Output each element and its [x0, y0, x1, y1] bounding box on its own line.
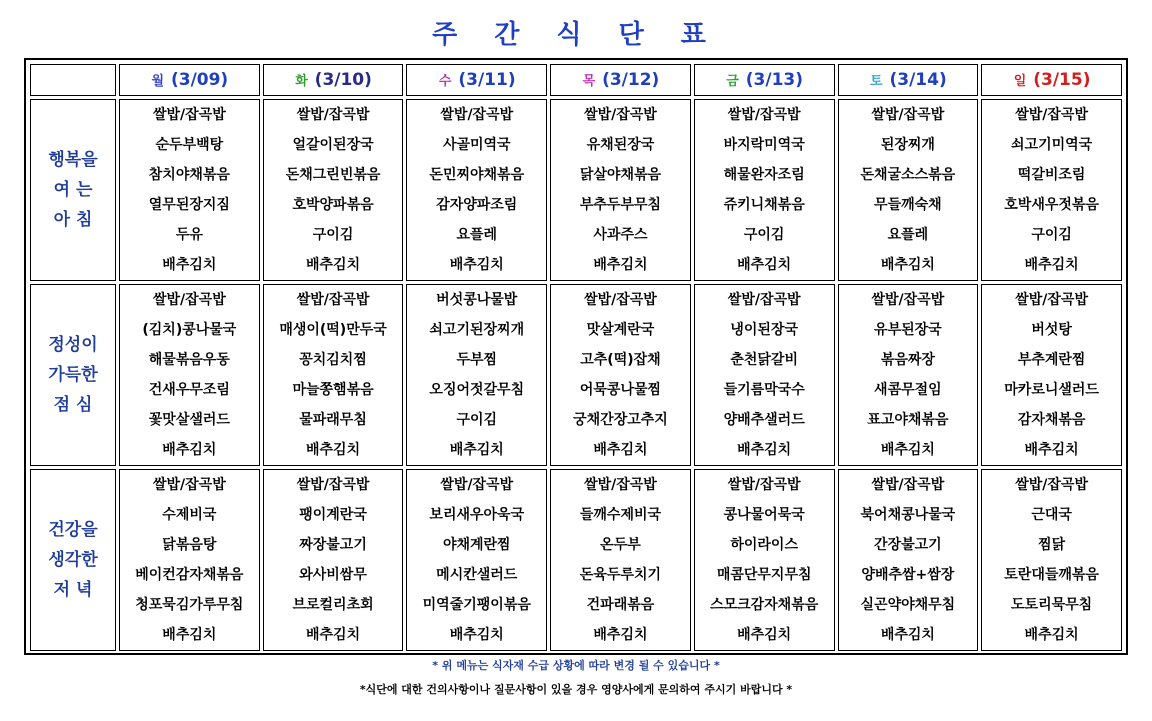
menu-cell — [981, 284, 1122, 466]
dish-item: 해물볶음우동 — [148, 352, 230, 368]
dish-item: 부추두부무침 — [579, 197, 662, 213]
dish-item: 배추김치 — [737, 257, 792, 273]
day-icon: 화 — [295, 74, 308, 89]
day-header-row — [30, 64, 1122, 96]
dish-item: 사골미역국 — [442, 137, 511, 153]
dish-item: 춘천닭갈비 — [730, 352, 798, 368]
dish-item: 바지락미역국 — [723, 137, 805, 153]
dish-list — [264, 285, 403, 465]
menu-cell — [694, 469, 835, 651]
dish-item: 쌀밥/잡곡밥 — [1015, 107, 1088, 123]
dish-item: 매생이(떡)만두국 — [279, 322, 387, 338]
day-header — [263, 64, 404, 96]
dish-item: 들깨수제비국 — [579, 507, 662, 523]
dish-item: 쌀밥/잡곡밥 — [296, 292, 370, 308]
dish-item: 배추김치 — [593, 257, 648, 273]
meal-label — [30, 284, 116, 466]
dish-item: 얼갈이된장국 — [292, 137, 374, 153]
menu-cell — [119, 469, 260, 651]
dish-item: 쌀밥/잡곡밥 — [871, 477, 945, 493]
dish-item: 쌀밥/잡곡밥 — [871, 292, 945, 308]
dish-item: 매콤단무지무침 — [716, 567, 812, 583]
dish-item: 맛살계란국 — [586, 322, 655, 338]
dish-item: 표고야채볶음 — [867, 412, 949, 428]
dish-item: 하이라이스 — [730, 537, 798, 553]
dish-item: 쌀밥/잡곡밥 — [871, 107, 945, 123]
dish-item: 감자양파조림 — [436, 197, 518, 213]
dish-item: 유부된장국 — [874, 322, 942, 338]
day-header — [838, 64, 979, 96]
dish-item: 배추김치 — [1024, 627, 1079, 643]
menu-cell — [406, 284, 547, 466]
dish-item: 미역줄기팽이볶음 — [422, 597, 531, 613]
dish-item: 순두부백탕 — [155, 137, 224, 153]
day-header — [406, 64, 547, 96]
corner-cell — [30, 64, 116, 96]
dish-item: 쇠고기미역국 — [1011, 137, 1093, 153]
dish-item: 들기름막국수 — [723, 382, 805, 398]
dish-item: 배추김치 — [880, 257, 935, 273]
dish-item: 배추김치 — [162, 257, 217, 273]
dish-item: 토란대들깨볶음 — [1004, 567, 1099, 583]
meal-row — [30, 99, 1122, 281]
dish-list — [264, 470, 403, 650]
dish-item: 배추김치 — [1024, 257, 1079, 273]
dish-list — [407, 100, 546, 280]
dish-item: 배추김치 — [737, 627, 792, 643]
dish-item: 돈민찌야채볶음 — [429, 167, 525, 183]
day-icon: 수 — [438, 74, 452, 89]
dish-list — [695, 100, 834, 280]
meal-row — [30, 284, 1122, 466]
dish-list — [407, 470, 546, 650]
dish-item: 짜장불고기 — [299, 537, 367, 553]
day-date: (3/10) — [314, 70, 372, 90]
dish-item: 쌀밥/잡곡밥 — [727, 107, 801, 123]
dish-item: 쌀밥/잡곡밥 — [584, 477, 657, 493]
dish-item: (김치)콩나물국 — [142, 322, 237, 338]
weekly-menu-table — [27, 61, 1125, 654]
dish-item: 참치야채볶음 — [148, 167, 230, 183]
dish-item: 청포묵김가루무침 — [135, 597, 244, 613]
meal-label-line: 아 침 — [53, 210, 93, 230]
dish-item: 두부찜 — [456, 352, 498, 368]
meal-label-line: 점 심 — [53, 395, 93, 415]
meal-label-line: 여 는 — [53, 180, 93, 200]
dish-item: 배추김치 — [306, 442, 361, 458]
footer-contact-notice: *식단에 대한 건의사항이나 질문사항이 있을 경우 영양사에게 문의하여 주시기 바랍니다 * — [359, 683, 793, 696]
dish-item: 배추김치 — [449, 257, 504, 273]
menu-cell — [981, 469, 1122, 651]
dish-item: 브로컬리초회 — [292, 597, 374, 613]
dish-list — [120, 470, 259, 650]
dish-item: 보리새우아욱국 — [429, 507, 525, 523]
day-header — [550, 64, 691, 96]
dish-item: 쌀밥/잡곡밥 — [152, 292, 226, 308]
meal-label-line: 정성이 — [48, 335, 98, 355]
dish-list — [407, 285, 546, 465]
dish-item: 양배추쌈+쌈장 — [861, 567, 955, 583]
page-title: 주 간 식 단 표 — [432, 20, 720, 50]
dish-item: 실곤약야채무침 — [860, 597, 956, 613]
day-date: (3/13) — [745, 70, 804, 90]
dish-item: 된장찌개 — [880, 137, 935, 153]
dish-list — [982, 285, 1121, 465]
dish-item: 꽃맛살샐러드 — [148, 412, 230, 428]
dish-list — [839, 100, 978, 280]
dish-item: 콩나물어묵국 — [723, 507, 805, 523]
dish-item: 두유 — [175, 227, 203, 243]
dish-list — [551, 470, 690, 650]
dish-list — [839, 470, 978, 650]
menu-cell — [550, 99, 691, 281]
meal-label-line: 행복을 — [48, 150, 98, 170]
dish-item: 닭볶음탕 — [162, 537, 217, 553]
day-icon: 토 — [870, 74, 883, 89]
dish-list — [264, 100, 403, 280]
dish-item: 배추김치 — [162, 627, 217, 643]
dish-item: 건새우무조림 — [148, 382, 230, 398]
dish-item: 열무된장지짐 — [148, 197, 230, 213]
menu-cell — [263, 284, 404, 466]
day-icon: 금 — [726, 74, 739, 89]
day-icon: 월 — [151, 74, 165, 89]
menu-cell — [263, 469, 404, 651]
dish-item: 사과주스 — [593, 227, 648, 243]
dish-item: 쥬키니채볶음 — [723, 197, 805, 213]
dish-item: 닭살야채볶음 — [579, 167, 662, 183]
dish-item: 북어채콩나물국 — [860, 507, 956, 523]
dish-item: 요플레 — [887, 227, 929, 243]
dish-item: 도토리묵무침 — [1011, 597, 1093, 613]
dish-list — [839, 285, 978, 465]
menu-cell — [694, 99, 835, 281]
dish-item: 야채계란찜 — [442, 537, 511, 553]
dish-item: 배추김치 — [1024, 442, 1079, 458]
day-header — [981, 64, 1122, 96]
dish-item: 쌀밥/잡곡밥 — [727, 477, 801, 493]
dish-item: 쌀밥/잡곡밥 — [727, 292, 801, 308]
dish-item: 부추계란찜 — [1017, 352, 1086, 368]
menu-cell — [838, 469, 979, 651]
menu-cell — [119, 99, 260, 281]
dish-item: 배추김치 — [593, 627, 648, 643]
dish-item: 양배추샐러드 — [723, 412, 805, 428]
dish-item: 구이김 — [456, 412, 498, 428]
dish-item: 배추김치 — [737, 442, 792, 458]
dish-item: 배추김치 — [593, 442, 648, 458]
dish-item: 돈채그린빈볶음 — [285, 167, 381, 183]
day-icon: 일 — [1013, 74, 1027, 89]
dish-item: 꽁치김치찜 — [299, 352, 367, 368]
dish-item: 돈육두루치기 — [579, 567, 662, 583]
dish-item: 구이김 — [312, 227, 354, 243]
day-date: (3/15) — [1033, 70, 1091, 90]
dish-item: 배추김치 — [306, 257, 361, 273]
day-date: (3/09) — [170, 70, 229, 90]
dish-item: 배추김치 — [449, 442, 504, 458]
dish-item: 고추(떡)잡채 — [580, 352, 661, 368]
dish-item: 쌀밥/잡곡밥 — [440, 477, 514, 493]
dish-list — [695, 470, 834, 650]
footer-notice: * 위 메뉴는 식자재 수급 상황에 따라 변경 될 수 있습니다 * — [432, 659, 720, 672]
menu-cell — [550, 469, 691, 651]
dish-item: 오징어젓갈무침 — [429, 382, 525, 398]
day-header — [694, 64, 835, 96]
dish-item: 메시칸샐러드 — [436, 567, 518, 583]
dish-list — [982, 100, 1121, 280]
dish-item: 떡갈비조림 — [1017, 167, 1086, 183]
dish-item: 찜닭 — [1038, 537, 1066, 553]
dish-item: 배추김치 — [449, 627, 504, 643]
dish-item: 팽이계란국 — [299, 507, 367, 523]
dish-item: 쌀밥/잡곡밥 — [584, 107, 657, 123]
meal-label-line: 건강을 — [48, 520, 98, 540]
dish-item: 물파래무침 — [299, 412, 367, 428]
dish-item: 버섯콩나물밥 — [436, 292, 518, 308]
menu-cell — [981, 99, 1122, 281]
dish-item: 배추김치 — [880, 627, 935, 643]
menu-cell — [838, 284, 979, 466]
dish-item: 배추김치 — [162, 442, 217, 458]
dish-item: 돈채굴소스볶음 — [860, 167, 956, 183]
dish-item: 냉이된장국 — [730, 322, 798, 338]
dish-item: 유채된장국 — [586, 137, 655, 153]
meal-label-line: 가득한 — [48, 365, 98, 385]
dish-item: 쇠고기된장찌개 — [429, 322, 525, 338]
dish-item: 베이컨감자채볶음 — [135, 567, 244, 583]
dish-list — [982, 470, 1121, 650]
dish-item: 마카로니샐러드 — [1004, 382, 1099, 398]
dish-item: 근대국 — [1031, 507, 1072, 523]
meal-label — [30, 469, 116, 651]
menu-cell — [119, 284, 260, 466]
menu-cell — [406, 469, 547, 651]
dish-item: 스모크감자채볶음 — [710, 597, 819, 613]
menu-cell — [550, 284, 691, 466]
dish-item: 건파래볶음 — [586, 597, 655, 613]
dish-list — [551, 285, 690, 465]
dish-list — [551, 100, 690, 280]
dish-item: 쌀밥/잡곡밥 — [1015, 292, 1088, 308]
dish-item: 쌀밥/잡곡밥 — [152, 477, 226, 493]
dish-item: 호박양파볶음 — [292, 197, 374, 213]
dish-list — [120, 100, 259, 280]
dish-item: 궁채간장고추지 — [573, 412, 668, 428]
dish-list — [695, 285, 834, 465]
dish-item: 구이김 — [743, 227, 785, 243]
dish-item: 간장불고기 — [874, 537, 942, 553]
dish-item: 배추김치 — [306, 627, 361, 643]
dish-item: 쌀밥/잡곡밥 — [440, 107, 514, 123]
day-header — [119, 64, 260, 96]
dish-item: 쌀밥/잡곡밥 — [296, 107, 370, 123]
dish-item: 감자채볶음 — [1017, 412, 1086, 428]
dish-item: 버섯탕 — [1031, 322, 1072, 338]
dish-item: 온두부 — [600, 537, 641, 553]
dish-item: 무들깨숙채 — [874, 197, 942, 213]
menu-cell — [838, 99, 979, 281]
dish-item: 쌀밥/잡곡밥 — [296, 477, 370, 493]
dish-item: 배추김치 — [880, 442, 935, 458]
dish-item: 어묵콩나물찜 — [579, 382, 662, 398]
dish-item: 호박새우젓볶음 — [1004, 197, 1099, 213]
dish-item: 와사비쌈무 — [299, 567, 367, 583]
menu-cell — [694, 284, 835, 466]
dish-item: 구이김 — [1031, 227, 1072, 243]
dish-item: 쌀밥/잡곡밥 — [584, 292, 657, 308]
dish-item: 새콤무절임 — [874, 382, 942, 398]
dish-item: 요플레 — [456, 227, 498, 243]
dish-item: 쌀밥/잡곡밥 — [152, 107, 226, 123]
day-date: (3/12) — [602, 70, 660, 90]
dish-item: 쌀밥/잡곡밥 — [1015, 477, 1088, 493]
menu-cell — [406, 99, 547, 281]
day-icon: 목 — [582, 74, 596, 89]
day-date: (3/11) — [458, 70, 516, 90]
dish-item: 해물완자조림 — [723, 167, 805, 183]
meal-row — [30, 469, 1122, 651]
dish-item: 수제비국 — [162, 507, 217, 523]
menu-cell — [263, 99, 404, 281]
meal-label-line: 저 녁 — [53, 580, 93, 600]
meal-label-line: 생각한 — [48, 550, 98, 570]
dish-item: 볶음짜장 — [880, 352, 935, 368]
meal-label — [30, 99, 116, 281]
dish-list — [120, 285, 259, 465]
day-date: (3/14) — [889, 70, 947, 90]
dish-item: 마늘쫑햄볶음 — [292, 382, 374, 398]
